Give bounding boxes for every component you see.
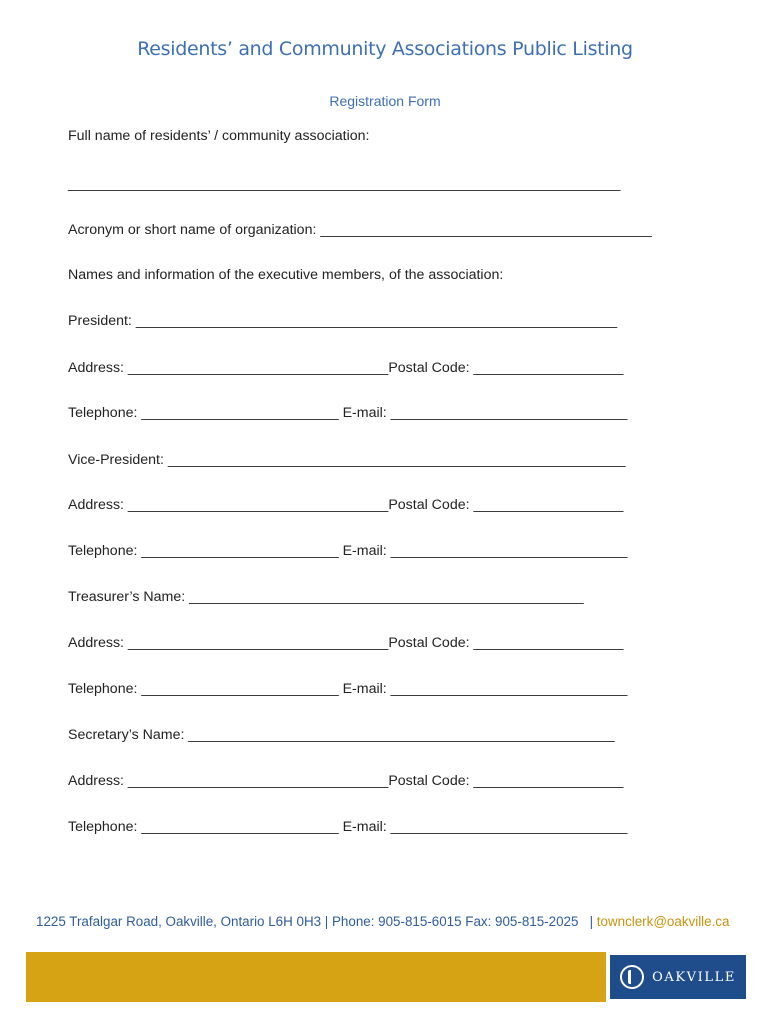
secretary-field[interactable]: Secretary’s Name: ______________________________________________________ <box>68 727 615 743</box>
treasurer-field[interactable]: Treasurer’s Name: __________________________________________________ <box>68 589 584 605</box>
form-subtitle: Registration Form <box>329 93 441 109</box>
footer-contact <box>36 914 729 929</box>
acronym-field[interactable]: Acronym or short name of organization: __________________________________________ <box>68 222 652 238</box>
oakville-logo-icon <box>620 965 644 989</box>
president-address-field[interactable]: Address: _________________________________Postal Code: ___________________ <box>68 360 624 376</box>
secretary-phone-email-field[interactable]: Telephone: _________________________ E-mail: ______________________________ <box>68 819 628 835</box>
footer-gold-bar <box>26 952 606 1002</box>
president-field[interactable]: President: _____________________________________________________________ <box>68 313 618 329</box>
footer-email-link[interactable]: townclerk@oakville.ca <box>596 914 730 929</box>
vice-president-phone-email-field[interactable]: Telephone: _________________________ E-mail: ______________________________ <box>68 543 628 559</box>
logo-background <box>610 955 746 999</box>
footer-address: 1225 Trafalgar Road, Oakville, Ontario L6H 0H3 | Phone: 905-815-6015 Fax: 905-815-2025 | <box>36 914 597 929</box>
secretary-address-field[interactable]: Address: _________________________________Postal Code: ___________________ <box>68 773 624 789</box>
full-name-label: Full name of residents’ / community association: <box>68 128 370 144</box>
page-title: Residents’ and Community Associations Public Listing <box>137 38 633 60</box>
full-name-field[interactable]: ______________________________________________________________________ <box>68 176 621 192</box>
president-phone-email-field[interactable]: Telephone: _________________________ E-mail: ______________________________ <box>68 405 628 421</box>
logo-text: OAKVILLE <box>652 969 736 985</box>
vice-president-field[interactable]: Vice-President: __________________________________________________________ <box>68 452 626 468</box>
treasurer-phone-email-field[interactable]: Telephone: _________________________ E-mail: ______________________________ <box>68 681 628 697</box>
treasurer-address-field[interactable]: Address: _________________________________Postal Code: ___________________ <box>68 635 624 651</box>
vice-president-address-field[interactable]: Address: _________________________________Postal Code: ___________________ <box>68 497 624 513</box>
oakville-logo <box>606 952 746 1002</box>
executive-intro: Names and information of the executive members, of the association: <box>68 267 504 283</box>
